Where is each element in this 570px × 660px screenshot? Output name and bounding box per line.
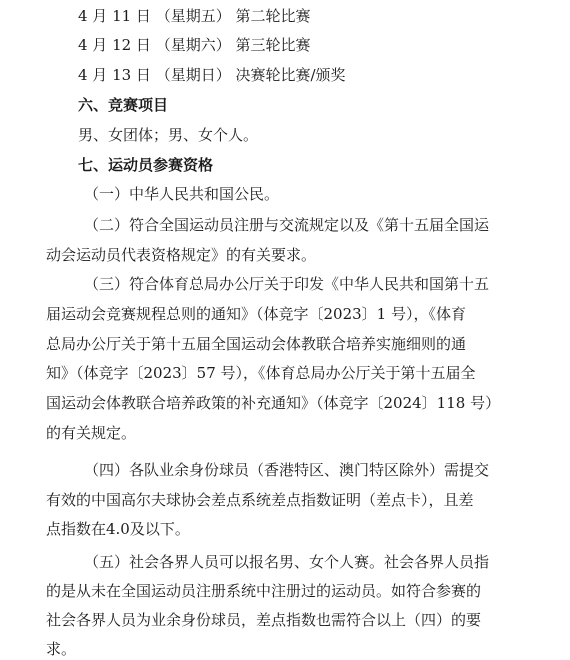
section7-item3-line6: 的有关规定。: [46, 424, 137, 442]
section7-item5-line1: （五）社会各界人员可以报名男、女个人赛。社会各界人员指: [84, 553, 490, 571]
section7-item5-line4: 求。: [46, 640, 77, 658]
section7-item2-line1: （二）符合全国运动员注册与交流规定以及《第十五届全国运: [84, 216, 490, 234]
section7-heading: 七、运动员参赛资格: [78, 156, 214, 174]
section7-item5-line3: 社会各界人员为业余身份球员，差点指数也需符合以上（四）的要: [46, 611, 482, 629]
section7-item2-line2: 动会运动员代表资格规定》的有关要求。: [46, 246, 317, 264]
section7-item4-line2: 有效的中国高尔夫球协会差点系统差点指数证明（差点卡），且差: [46, 491, 474, 509]
schedule-line-apr13: 4 月 13 日 （星期日） 决赛轮比赛/颁奖: [78, 66, 346, 84]
section7-item3-line3: 总局办公厅关于第十五届全国运动会体教联合培养实施细则的通: [46, 335, 467, 353]
schedule-line-apr12: 4 月 12 日 （星期六） 第三轮比赛: [78, 36, 311, 54]
section7-item1: （一）中华人民共和国公民。: [84, 185, 280, 203]
section7-item4-line1: （四）各队业余身份球员（香港特区、澳门特区除外）需提交: [84, 461, 490, 479]
section7-item3-line2: 届运动会竞赛规程总则的通知》（体竞字〔2023〕1 号），《体育: [46, 305, 466, 323]
section7-item3-line1: （三）符合体育总局办公厅关于印发《中华人民共和国第十五: [84, 275, 490, 293]
section6-content: 男、女团体；男、女个人。: [78, 126, 259, 144]
section7-item3-line5: 国运动会体教联合培养政策的补充通知》（体竞字〔2024〕118 号）: [46, 394, 501, 412]
schedule-line-apr11: 4 月 11 日 （星期五） 第二轮比赛: [78, 7, 311, 25]
section7-item5-line2: 的是从未在全国运动员注册系统中注册过的运动员。如符合参赛的: [46, 582, 482, 600]
section6-heading: 六、竞赛项目: [78, 96, 169, 114]
section7-item3-line4: 知》（体竞字〔2023〕57 号），《体育总局办公厅关于第十五届全: [46, 364, 476, 382]
section7-item4-line3: 点指数在4.0及以下。: [46, 520, 190, 538]
